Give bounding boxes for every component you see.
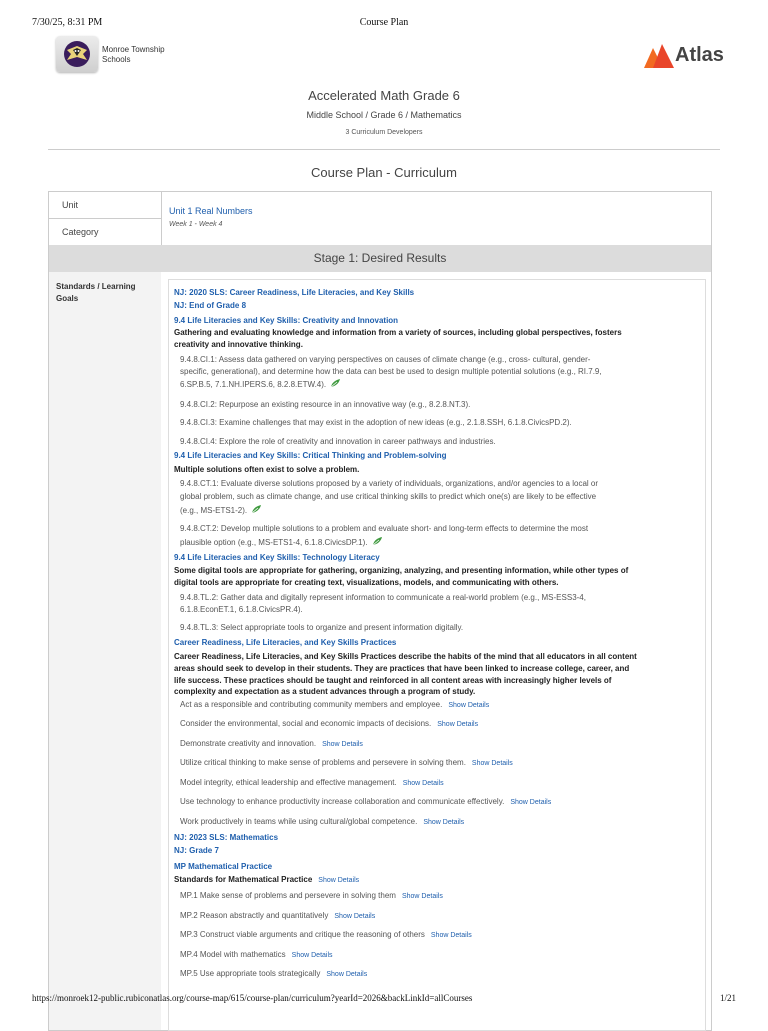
standard-text: Use technology to enhance productivity increase collaboration and communicate effectively. <box>180 797 505 806</box>
show-details-link[interactable]: Show Details <box>401 893 443 900</box>
show-details-link[interactable]: Show Details <box>318 877 360 884</box>
standard-item <box>180 366 602 378</box>
standard-text: areas should seek to develop in their students. They are practices that have been linked to increase college, career, and <box>174 664 630 673</box>
print-title: Course Plan <box>359 17 409 28</box>
standard-text: NJ: 2023 SLS: Mathematics <box>174 833 279 842</box>
stage-title: Stage 1: Desired Results <box>313 251 447 265</box>
standard-item <box>180 699 489 712</box>
standard-description <box>174 874 359 887</box>
standard-heading[interactable] <box>174 861 272 873</box>
standard-item <box>180 523 588 535</box>
standard-text: 6.SP.B.5, 7.1.NH.IPERS.6, 8.2.8.ETW.4). <box>180 380 327 390</box>
standard-text: Career Readiness, Life Literacies, and Key Skills Practices <box>174 638 397 647</box>
standard-text: 9.4.8.CI.4: Explore the role of creativity and innovation in career pathways and industries. <box>180 437 496 446</box>
atlas-brand-name: Atlas <box>675 44 724 66</box>
standard-text: (e.g., MS-ETS1-2). <box>180 506 248 516</box>
standard-text: Act as a responsible and contributing community members and employee. <box>180 700 443 709</box>
standard-heading[interactable] <box>174 450 447 462</box>
standard-text: MP.5 Use appropriate tools strategically <box>180 969 321 978</box>
standard-text: Career Readiness, Life Literacies, and Key Skills Practices describe the habits of the mind that all educators in all content <box>174 652 637 661</box>
standard-item <box>180 536 383 550</box>
standard-text: specific, generational), and determine how the data can best be used to design multiple potential solutions (e.g., RI.7.9, <box>180 367 602 376</box>
column-divider <box>161 192 162 245</box>
standard-item <box>180 777 444 790</box>
show-details-link[interactable]: Show Details <box>326 971 368 978</box>
standard-item <box>180 604 303 616</box>
school-logo <box>56 36 98 72</box>
show-details-link[interactable]: Show Details <box>291 952 333 959</box>
standard-description <box>174 464 359 476</box>
show-details-link[interactable]: Show Details <box>423 819 465 826</box>
standard-text: MP.1 Make sense of problems and persevere in solving them <box>180 891 396 900</box>
standard-heading[interactable] <box>174 832 278 844</box>
standard-text: NJ: Grade 7 <box>174 846 219 855</box>
standard-heading[interactable] <box>174 845 219 857</box>
standard-description <box>174 651 637 663</box>
standard-heading[interactable] <box>174 315 398 327</box>
standard-heading[interactable] <box>174 552 380 564</box>
standard-text: Utilize critical thinking to make sense of problems and persevere in solving them. <box>180 758 466 767</box>
standard-text: 9.4.8.CT.2: Develop multiple solutions to a problem and evaluate short- and long-term effects to determine the most <box>180 524 589 533</box>
standard-text: MP.2 Reason abstractly and quantitatively <box>180 911 329 920</box>
sustainability-leaf-icon <box>251 504 262 518</box>
standard-text: Work productively in teams while using cultural/global competence. <box>180 817 418 826</box>
show-details-link[interactable]: Show Details <box>322 741 363 748</box>
show-details-link[interactable]: Show Details <box>430 932 472 939</box>
category-label: Category <box>62 227 99 237</box>
standard-description <box>174 577 559 589</box>
show-details-link[interactable]: Show Details <box>334 913 376 920</box>
show-details-link[interactable]: Show Details <box>448 702 490 709</box>
standard-item <box>180 738 363 751</box>
standard-text: 6.1.8.EconET.1, 6.1.8.CivicsPR.4). <box>180 605 303 614</box>
standard-text: 9.4 Life Literacies and Key Skills: Creativity and Innovation <box>174 316 399 325</box>
standard-item <box>180 436 496 448</box>
show-details-link[interactable]: Show Details <box>402 780 444 787</box>
standard-item <box>180 968 367 981</box>
standard-description <box>174 565 628 577</box>
print-date: 7/30/25, 8:31 PM <box>32 17 103 28</box>
unit-weeks: Week 1 - Week 4 <box>169 221 223 228</box>
standard-text: Model integrity, ethical leadership and effective management. <box>180 778 397 787</box>
standard-description <box>174 339 303 351</box>
standard-item <box>180 504 262 518</box>
page-number: 1/21 <box>719 993 736 1003</box>
standard-text: Demonstrate creativity and innovation. <box>180 739 317 748</box>
standard-item <box>180 491 596 503</box>
standard-item <box>180 796 551 809</box>
print-url: https://monroek12-public.rubiconatlas.org/course-map/615/course-plan/curriculum?yearId=2026&backLinkId=allCourses <box>32 993 473 1003</box>
standard-item <box>180 354 590 366</box>
atlas-mountain-icon <box>644 42 674 68</box>
standard-item <box>180 929 472 942</box>
standard-text: 9.4.8.CI.1: Assess data gathered on varying perspectives on causes of climate change (e.g., cross- cultural, gender- <box>180 355 591 364</box>
standard-item <box>180 378 341 392</box>
standard-text: Standards for Mathematical Practice <box>174 875 313 884</box>
standard-item <box>180 816 464 829</box>
standard-text: MP.4 Model with mathematics <box>180 950 286 959</box>
standard-item <box>180 890 443 903</box>
school-name: Monroe Township Schools <box>102 45 165 64</box>
standard-text: Multiple solutions often exist to solve a problem. <box>174 465 360 474</box>
standard-item <box>180 592 586 604</box>
standard-item <box>180 417 572 429</box>
standard-text: 9.4.8.CI.2: Repurpose an existing resource in an innovative way (e.g., 8.2.8.NT.3). <box>180 400 471 409</box>
course-title: Accelerated Math Grade 6 <box>308 88 460 103</box>
sustainability-leaf-icon <box>330 378 341 392</box>
standard-item <box>180 949 333 962</box>
standard-text: NJ: 2020 SLS: Career Readiness, Life Literacies, and Key Skills <box>174 288 415 297</box>
standard-text: Consider the environmental, social and economic impacts of decisions. <box>180 719 432 728</box>
standard-text: 9.4.8.TL.2: Gather data and digitally represent information to communicate a real-world problem (e.g., MS-ESS3-4, <box>180 593 586 602</box>
show-details-link[interactable]: Show Details <box>510 799 552 806</box>
course-breadcrumb: Middle School / Grade 6 / Mathematics <box>306 110 462 120</box>
standard-item <box>180 910 375 923</box>
show-details-link[interactable]: Show Details <box>437 721 479 728</box>
standard-item <box>180 622 463 634</box>
standard-text: NJ: End of Grade 8 <box>174 301 247 310</box>
standard-text: digital tools are appropriate for creating text, visualizations, models, and communicating with others. <box>174 578 559 587</box>
standard-heading[interactable] <box>174 287 414 299</box>
standard-text: Some digital tools are appropriate for gathering, organizing, analyzing, and presenting information, while other types of <box>174 566 629 575</box>
standard-description <box>174 327 622 339</box>
plan-title: Course Plan - Curriculum <box>311 165 457 180</box>
standard-item <box>180 478 598 490</box>
standard-item <box>180 718 478 731</box>
stage-header <box>49 245 711 272</box>
show-details-link[interactable]: Show Details <box>471 760 513 767</box>
curriculum-developers[interactable]: 3 Curriculum Developers <box>345 129 423 136</box>
standard-text: 9.4.8.TL.3: Select appropriate tools to organize and present information digitally. <box>180 623 464 632</box>
standard-text: complexity and expectation as a student advances through a program of study. <box>174 687 476 696</box>
standard-text: MP.3 Construct viable arguments and critique the reasoning of others <box>180 930 425 939</box>
standard-description <box>174 663 629 675</box>
standard-heading[interactable] <box>174 637 396 649</box>
hawk-icon <box>61 38 93 70</box>
divider <box>48 149 720 150</box>
label-column <box>49 272 161 1030</box>
standard-text: global problem, such as climate change, and use critical thinking skills to predict which one(s) are likely to be effective <box>180 492 597 501</box>
standard-heading[interactable] <box>174 300 246 312</box>
standard-text: 9.4 Life Literacies and Key Skills: Technology Literacy <box>174 553 380 562</box>
standard-text: Gathering and evaluating knowledge and information from a variety of sources, including global perspectives, fosters <box>174 328 622 337</box>
row-divider <box>49 218 161 219</box>
standard-text: 9.4.8.CI.3: Examine challenges that may exist in the adoption of new ideas (e.g., 2.1.8.SSH, 6.1.8.CivicsPD.2). <box>180 418 572 427</box>
standard-text: MP Mathematical Practice <box>174 862 273 871</box>
unit-link[interactable]: Unit 1 Real Numbers <box>169 206 253 216</box>
standards-label: Standards / Learning Goals <box>56 282 136 303</box>
standard-text: 9.4 Life Literacies and Key Skills: Critical Thinking and Problem-solving <box>174 451 447 460</box>
standard-text: 9.4.8.CT.1: Evaluate diverse solutions proposed by a variety of individuals, organizations, and/or agencies to a local or <box>180 479 599 488</box>
standard-item <box>180 399 470 411</box>
standard-description <box>174 686 475 698</box>
unit-label: Unit <box>62 200 79 210</box>
standard-item <box>180 757 513 770</box>
standard-text: creativity and innovative thinking. <box>174 340 303 349</box>
standard-text: life success. These practices should be taught and reinforced in all content areas with increasingly higher levels of <box>174 676 612 685</box>
standard-text: plausible option (e.g., MS-ETS1-4, 6.1.8.CivicsDP.1). <box>180 538 368 548</box>
sustainability-leaf-icon <box>372 536 383 550</box>
